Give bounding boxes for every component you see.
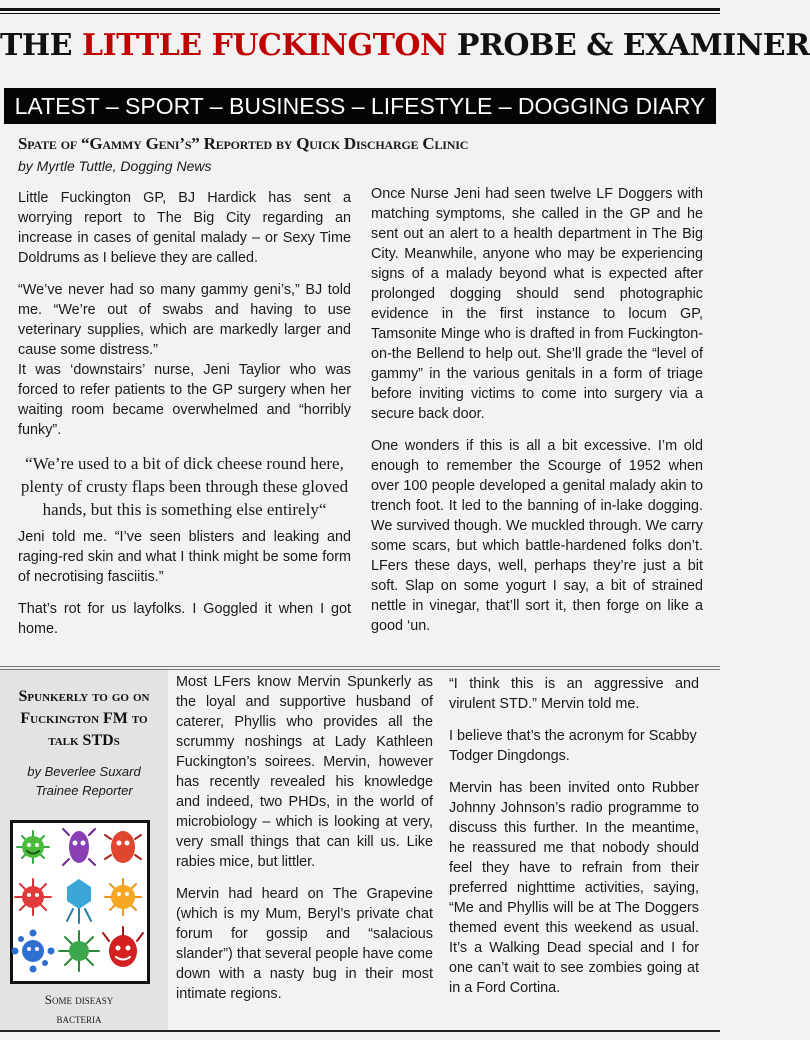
masthead-town: LITTLE FUCKINGTON: [81, 28, 447, 63]
bottom-rule: [0, 1030, 720, 1032]
masthead-the: THE: [0, 28, 82, 63]
lead-paragraph: Little Fuckington GP, BJ Hardick has sent a worrying report to The Big City regarding an increase in cases of genital malady – or Sexy Time Doldrums as I believe they are called.: [18, 190, 351, 266]
second-byline: [4, 762, 164, 800]
caption-line: Some diseasy: [44, 992, 114, 1007]
second-headline: Spunkerly to go on Fuckington FM to talk STDs: [18, 688, 150, 749]
second-paragraph: Mervin had heard on The Grapevine (which is my Mum, Beryl’s private chat forum for gossip and “salacious slander”) that several people have come down with a nasty bug in their most intimate regions.: [176, 886, 433, 1002]
caption-line: bacteria: [56, 1011, 102, 1026]
nav-sep: –: [492, 93, 518, 119]
nav-latest[interactable]: LATEST: [14, 93, 100, 119]
nav-sep: –: [345, 93, 371, 119]
lead-paragraph: “We’ve never had so many gammy geni’s,” BJ told me. “We’re out of swabs and having to use veterinary supplies, which are markedly larger and cause some distress.”: [18, 282, 351, 358]
nav-business[interactable]: BUSINESS: [229, 93, 346, 119]
masthead-rest: PROBE & EXAMINER: [446, 28, 810, 63]
second-column-1: [176, 672, 433, 1016]
pull-quote: “We’re used to a bit of dick cheese round here, plenty of crusty flaps been through these gloved hands, but this is something else entirely“: [20, 454, 349, 519]
lead-paragraph: Jeni told me. “I’ve seen blisters and leaking and raging-red skin and what I think might be some form of necrotising fasciitis.”: [18, 529, 351, 585]
masthead-title: [0, 28, 810, 63]
second-paragraph: Most LFers know Mervin Spunkerly as the loyal and supportive husband of caterer, Phyllis who provides all the scrummy noshings at Lady Kathleen Fuckington’s soirees. Mervin, however has recently revealed his knowledge and indeed, two PHDs, in the world of microbiology – which is looking at very, very small things that can kill us. Like rabies mice, but littler.: [176, 674, 433, 870]
byline-name: by Beverlee Suxard: [27, 764, 141, 779]
image-caption: [4, 990, 154, 1028]
second-column-2: [449, 674, 699, 1010]
section-nav: [4, 88, 716, 124]
lead-column-left: [18, 188, 351, 651]
top-rule-thin: [0, 13, 720, 14]
lead-paragraph: One wonders if this is all a bit excessive. I’m old enough to remember the Scourge of 1952 when over 100 people developed a genital malady akin to trench foot. It led to the banning of in-lake dogging. We survived though. We muckled through. We carry some scars, but which battle-hardened folks don’t. LFers these days, well, perhaps they’re just a bit soft. Slap on some yogurt I say, a bit of strained nettle in vinegar, that’ll sort it, then forge on like a good ‘un.: [371, 438, 703, 634]
lead-headline: Spate of “Gammy Geni’s” Reported by Quick Discharge Clinic: [18, 134, 469, 153]
nav-dogging-diary[interactable]: DOGGING DIARY: [517, 93, 706, 119]
nav-sport[interactable]: SPORT: [125, 93, 204, 119]
bacteria-image: [10, 820, 150, 984]
second-paragraph: Mervin has been invited onto Rubber Johnny Johnson’s radio programme to discuss this further. In the meantime, he reassured me that nobody should feel they have to refrain from their preferred nighttime activities, saying, “Me and Phyllis will be at The Doggers themed event this weekend as usual. It’s a Walking Dead special and I for one can’t wait to see zombies going at in a Ford Cortina.: [449, 780, 699, 996]
top-rule: [0, 8, 720, 11]
nav-sep: –: [203, 93, 229, 119]
second-paragraph: “I think this is an aggressive and virulent STD.” Mervin told me.: [449, 676, 699, 712]
second-paragraph: I believe that’s the acronym for Scabby Todger Dingdongs.: [449, 728, 697, 764]
lead-paragraph: It was ‘downstairs’ nurse, Jeni Taylior who was forced to refer patients to the GP surgery when her waiting room became overwhelmed and “horribly funky”.: [18, 362, 351, 438]
lead-column-right: [371, 184, 703, 648]
bacteria-illustration-icon: [13, 823, 147, 981]
section-divider: [0, 666, 720, 667]
nav-sep: –: [99, 93, 126, 119]
lead-byline: by Myrtle Tuttle, Dogging News: [18, 158, 212, 174]
byline-role: Trainee Reporter: [35, 783, 133, 798]
nav-lifestyle[interactable]: LIFESTYLE: [370, 93, 493, 119]
lead-paragraph: That’s rot for us layfolks. I Goggled it when I got home.: [18, 601, 351, 637]
lead-paragraph: Once Nurse Jeni had seen twelve LF Doggers with matching symptoms, she called in the GP and he sent out an alert to a health department in The Big City. Meanwhile, anyone who may be experiencing signs of a malady beyond what is expected after prolonged dogging should send photographic evidence in the first instance to locum GP, Tamsonite Minge who is drafted in from Fuckington-on-the Bellend to help out. She’ll grade the “level of gammy” in the various genitals in a form of triage before inviting victims to come into surgery via a secure back door.: [371, 186, 703, 422]
